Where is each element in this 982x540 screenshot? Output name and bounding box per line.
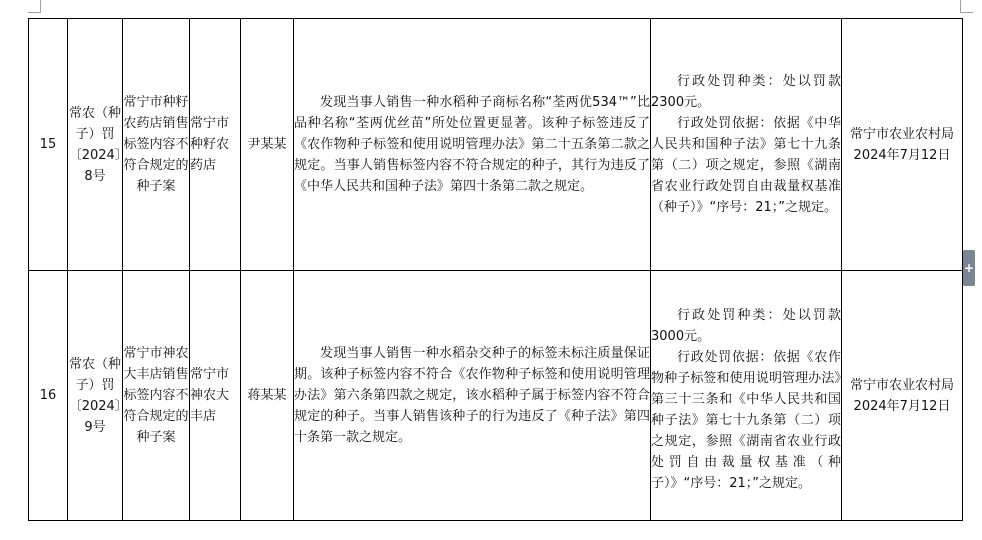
violation-facts	[294, 19, 651, 271]
case-name: 常宁市种籽农药店销售标签内容不符合规定的种子案	[123, 19, 190, 271]
responsible-person: 蒋某某	[241, 271, 294, 521]
violation-facts-text: 发现当事人销售一种水稻杂交种子的标签未标注质量保证期。该种子标签内容不符合《农作物种子标签和使用说明管理办法》第六条第四款之规定，该水稻种子属于标签内容不符合规定的种子。当事人销售该种子的行为违反了《种子法》第四十条第一款之规定。	[294, 346, 650, 445]
case-number: 常农（种子）罚〔2024〕9号	[68, 271, 123, 521]
party-name: 常宁市种籽农药店	[190, 19, 241, 271]
decision-date: 2024年7月12日	[853, 147, 951, 163]
case-name: 常宁市神农大丰店销售标签内容不符合规定的种子案	[123, 271, 190, 521]
responsible-person: 尹某某	[241, 19, 294, 271]
violation-facts-text: 发现当事人销售一种水稻种子商标名称“荃两优534™”比品种名称“荃两优丝苗”所处位置更显著。该种子标签违反了《农作物种子标签和使用说明管理办法》第二十五条第二款之规定。当事人销售标签内容不符合规定的种子，其行为违反了《中华人民共和国种子法》第四十条第二款之规定。	[294, 95, 650, 194]
penalty-details	[651, 271, 842, 521]
row-number: 16	[29, 271, 68, 521]
page-corner-mark-right	[960, 0, 973, 13]
authority: 常宁市农业农村局	[849, 377, 954, 393]
penalty-table	[28, 18, 963, 521]
authority-and-date	[842, 271, 963, 521]
penalty-details	[651, 19, 842, 271]
plus-icon[interactable]: +	[963, 250, 975, 286]
page-corner-mark-left	[28, 0, 41, 13]
authority-and-date	[842, 19, 963, 271]
penalty-basis: 行政处罚依据：依据《中华人民共和国种子法》第七十九条第（二）项之规定，参照《湖南省农业行政处罚自由裁量权基准（种子）》“序号：21；”之规定。	[651, 116, 841, 215]
case-number: 常农（种子）罚〔2024〕8号	[68, 19, 123, 271]
penalty-basis: 行政处罚依据：依据《农作物种子标签和使用说明管理办法》第三十三条和《中华人民共和国种子法》第七十九条第（二）项之规定，参照《湖南省农业行政处罚自由裁量权基准（种子）》“序号：21；”之规定。	[651, 350, 841, 491]
table-row	[29, 19, 963, 271]
party-name: 常宁市神农大丰店	[190, 271, 241, 521]
violation-facts	[294, 271, 651, 521]
penalty-type: 行政处罚种类：处以罚款2300元。	[651, 74, 841, 110]
authority: 常宁市农业农村局	[849, 126, 954, 142]
decision-date: 2024年7月12日	[853, 398, 951, 414]
row-number: 15	[29, 19, 68, 271]
table-row	[29, 271, 963, 521]
penalty-type: 行政处罚种类：处以罚款3000元。	[651, 308, 841, 344]
